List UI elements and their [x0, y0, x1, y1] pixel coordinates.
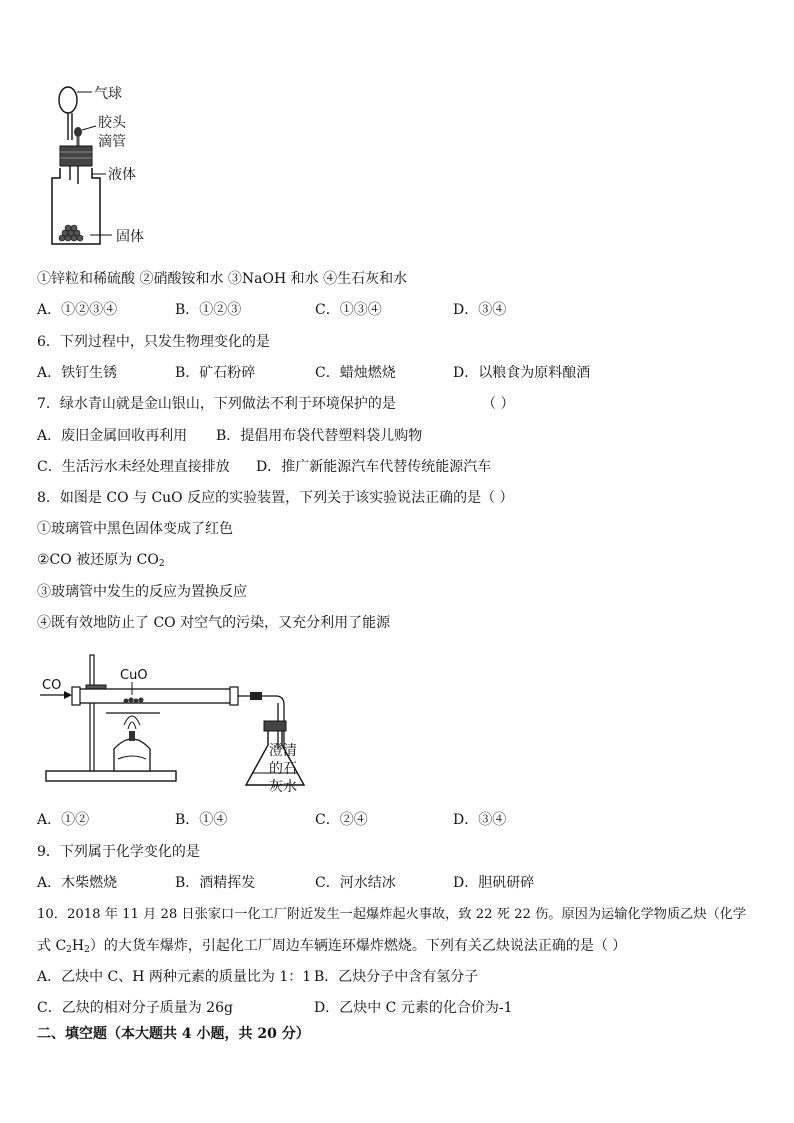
q10-line-2-c: ）的大货车爆炸，引起化工厂周边车辆连环爆炸燃烧。下列有关乙炔说法正确的是（ ）: [89, 938, 627, 954]
stand-base: [46, 771, 176, 781]
alcohol-lamp: [114, 739, 150, 771]
q9-stem: 9．下列属于化学变化的是: [37, 844, 200, 860]
q7-option-a[interactable]: A．废旧金属回收再利用: [37, 428, 188, 444]
q7-option-b[interactable]: B．提倡用布袋代替塑料袋儿购物: [216, 428, 423, 444]
q8-option-b[interactable]: B．①④: [175, 812, 228, 828]
q6-option-b[interactable]: B．矿石粉碎: [175, 365, 256, 381]
figure-balloon-apparatus: [40, 80, 160, 250]
label-dropper-1: 胶头: [98, 115, 126, 131]
label-liquid: 液体: [108, 167, 136, 183]
q9-option-c[interactable]: C．河水结冰: [315, 875, 396, 891]
q5-option-b[interactable]: B．①②③: [175, 302, 242, 318]
q8-option-a[interactable]: A．①②: [37, 812, 90, 828]
figure-co-cuo-apparatus: [36, 645, 316, 797]
label-cuo: CuO: [120, 668, 148, 683]
q9-option-b[interactable]: B．酒精挥发: [175, 875, 256, 891]
q10-option-b[interactable]: B．乙炔分子中含有氢分子: [314, 969, 479, 985]
label-co: CO: [42, 678, 62, 693]
q9-option-d[interactable]: D．胆矾研碎: [453, 875, 535, 891]
q10-line-2: [37, 937, 626, 955]
label-limewater-3: 灰水: [269, 779, 297, 795]
q8-statement-2: [37, 551, 165, 569]
q5-option-a[interactable]: A．①②③④: [37, 302, 118, 318]
q10-line-2-a: 式 C: [37, 938, 67, 954]
q5-option-c[interactable]: C．①③④: [315, 302, 382, 318]
q10-line-2-sub2: 2: [84, 945, 90, 955]
q8-statement-1: ①玻璃管中黑色固体变成了红色: [37, 521, 233, 537]
q7-option-c[interactable]: C．生活污水未经处理直接排放: [37, 459, 230, 475]
q5-items: ①锌粒和稀硫酸 ②硝酸铵和水 ③NaOH 和水 ④生石灰和水: [37, 271, 408, 287]
q8-stem: 8．如图是 CO 与 CuO 反应的实验装置，下列关于该实验说法正确的是（ ）: [37, 490, 514, 506]
q6-stem: 6．下列过程中，只发生物理变化的是: [37, 334, 270, 350]
q6-option-a[interactable]: A．铁钉生锈: [37, 365, 118, 381]
q10-line-1: 10．2018 年 11 月 28 日张家口一化工厂附近发生一起爆炸起火事故，致 22 死 22 伤。原因为运输化学物质乙炔（化学: [37, 907, 747, 922]
q8-statement-3: ③玻璃管中发生的反应为置换反应: [37, 584, 247, 600]
q8-option-c[interactable]: C．②④: [315, 812, 368, 828]
q9-option-a[interactable]: A．木柴燃烧: [37, 875, 118, 891]
flask-stopper: [264, 721, 286, 731]
q5-option-d[interactable]: D．③④: [453, 302, 507, 318]
glass-tube: [74, 689, 234, 703]
q8-statement-2-text: ②CO 被还原为 CO: [37, 552, 159, 568]
stopper-shape: [60, 146, 92, 166]
section-2-heading: 二、填空题（本大题共 4 小题，共 20 分）: [37, 1026, 310, 1042]
q10-line-2-b: H: [71, 938, 85, 954]
q7-stem: 7．绿水青山就是金山银山，下列做法不利于环境保护的是: [37, 396, 396, 412]
q10-option-c[interactable]: C．乙炔的相对分子质量为 26g: [37, 1000, 233, 1016]
q10-line-2-sub1: 2: [66, 945, 72, 955]
q8-option-d[interactable]: D．③④: [453, 812, 507, 828]
balloon-shape: [59, 87, 77, 113]
q6-option-c[interactable]: C．蜡烛燃烧: [315, 365, 396, 381]
q7-option-d[interactable]: D．推广新能源汽车代替传统能源汽车: [256, 459, 492, 475]
q10-option-a[interactable]: A．乙炔中 C、H 两种元素的质量比为 1：1: [37, 969, 312, 985]
label-balloon: 气球: [94, 86, 122, 102]
q7-answer-blank: （ ）: [482, 396, 515, 412]
q6-option-d[interactable]: D．以粮食为原料酿酒: [453, 365, 591, 381]
label-dropper-2: 滴管: [98, 134, 126, 150]
q8-statement-2-sub: 2: [158, 559, 165, 569]
label-limewater-2: 的石: [269, 761, 297, 777]
solid-pellets: [59, 225, 83, 241]
q10-option-d[interactable]: D．乙炔中 C 元素的化合价为-1: [314, 1000, 513, 1016]
label-solid: 固体: [116, 229, 144, 245]
q8-statement-4: ④既有效地防止了 CO 对空气的污染，又充分利用了能源: [37, 615, 391, 631]
label-limewater-1: 澄清: [269, 743, 297, 759]
